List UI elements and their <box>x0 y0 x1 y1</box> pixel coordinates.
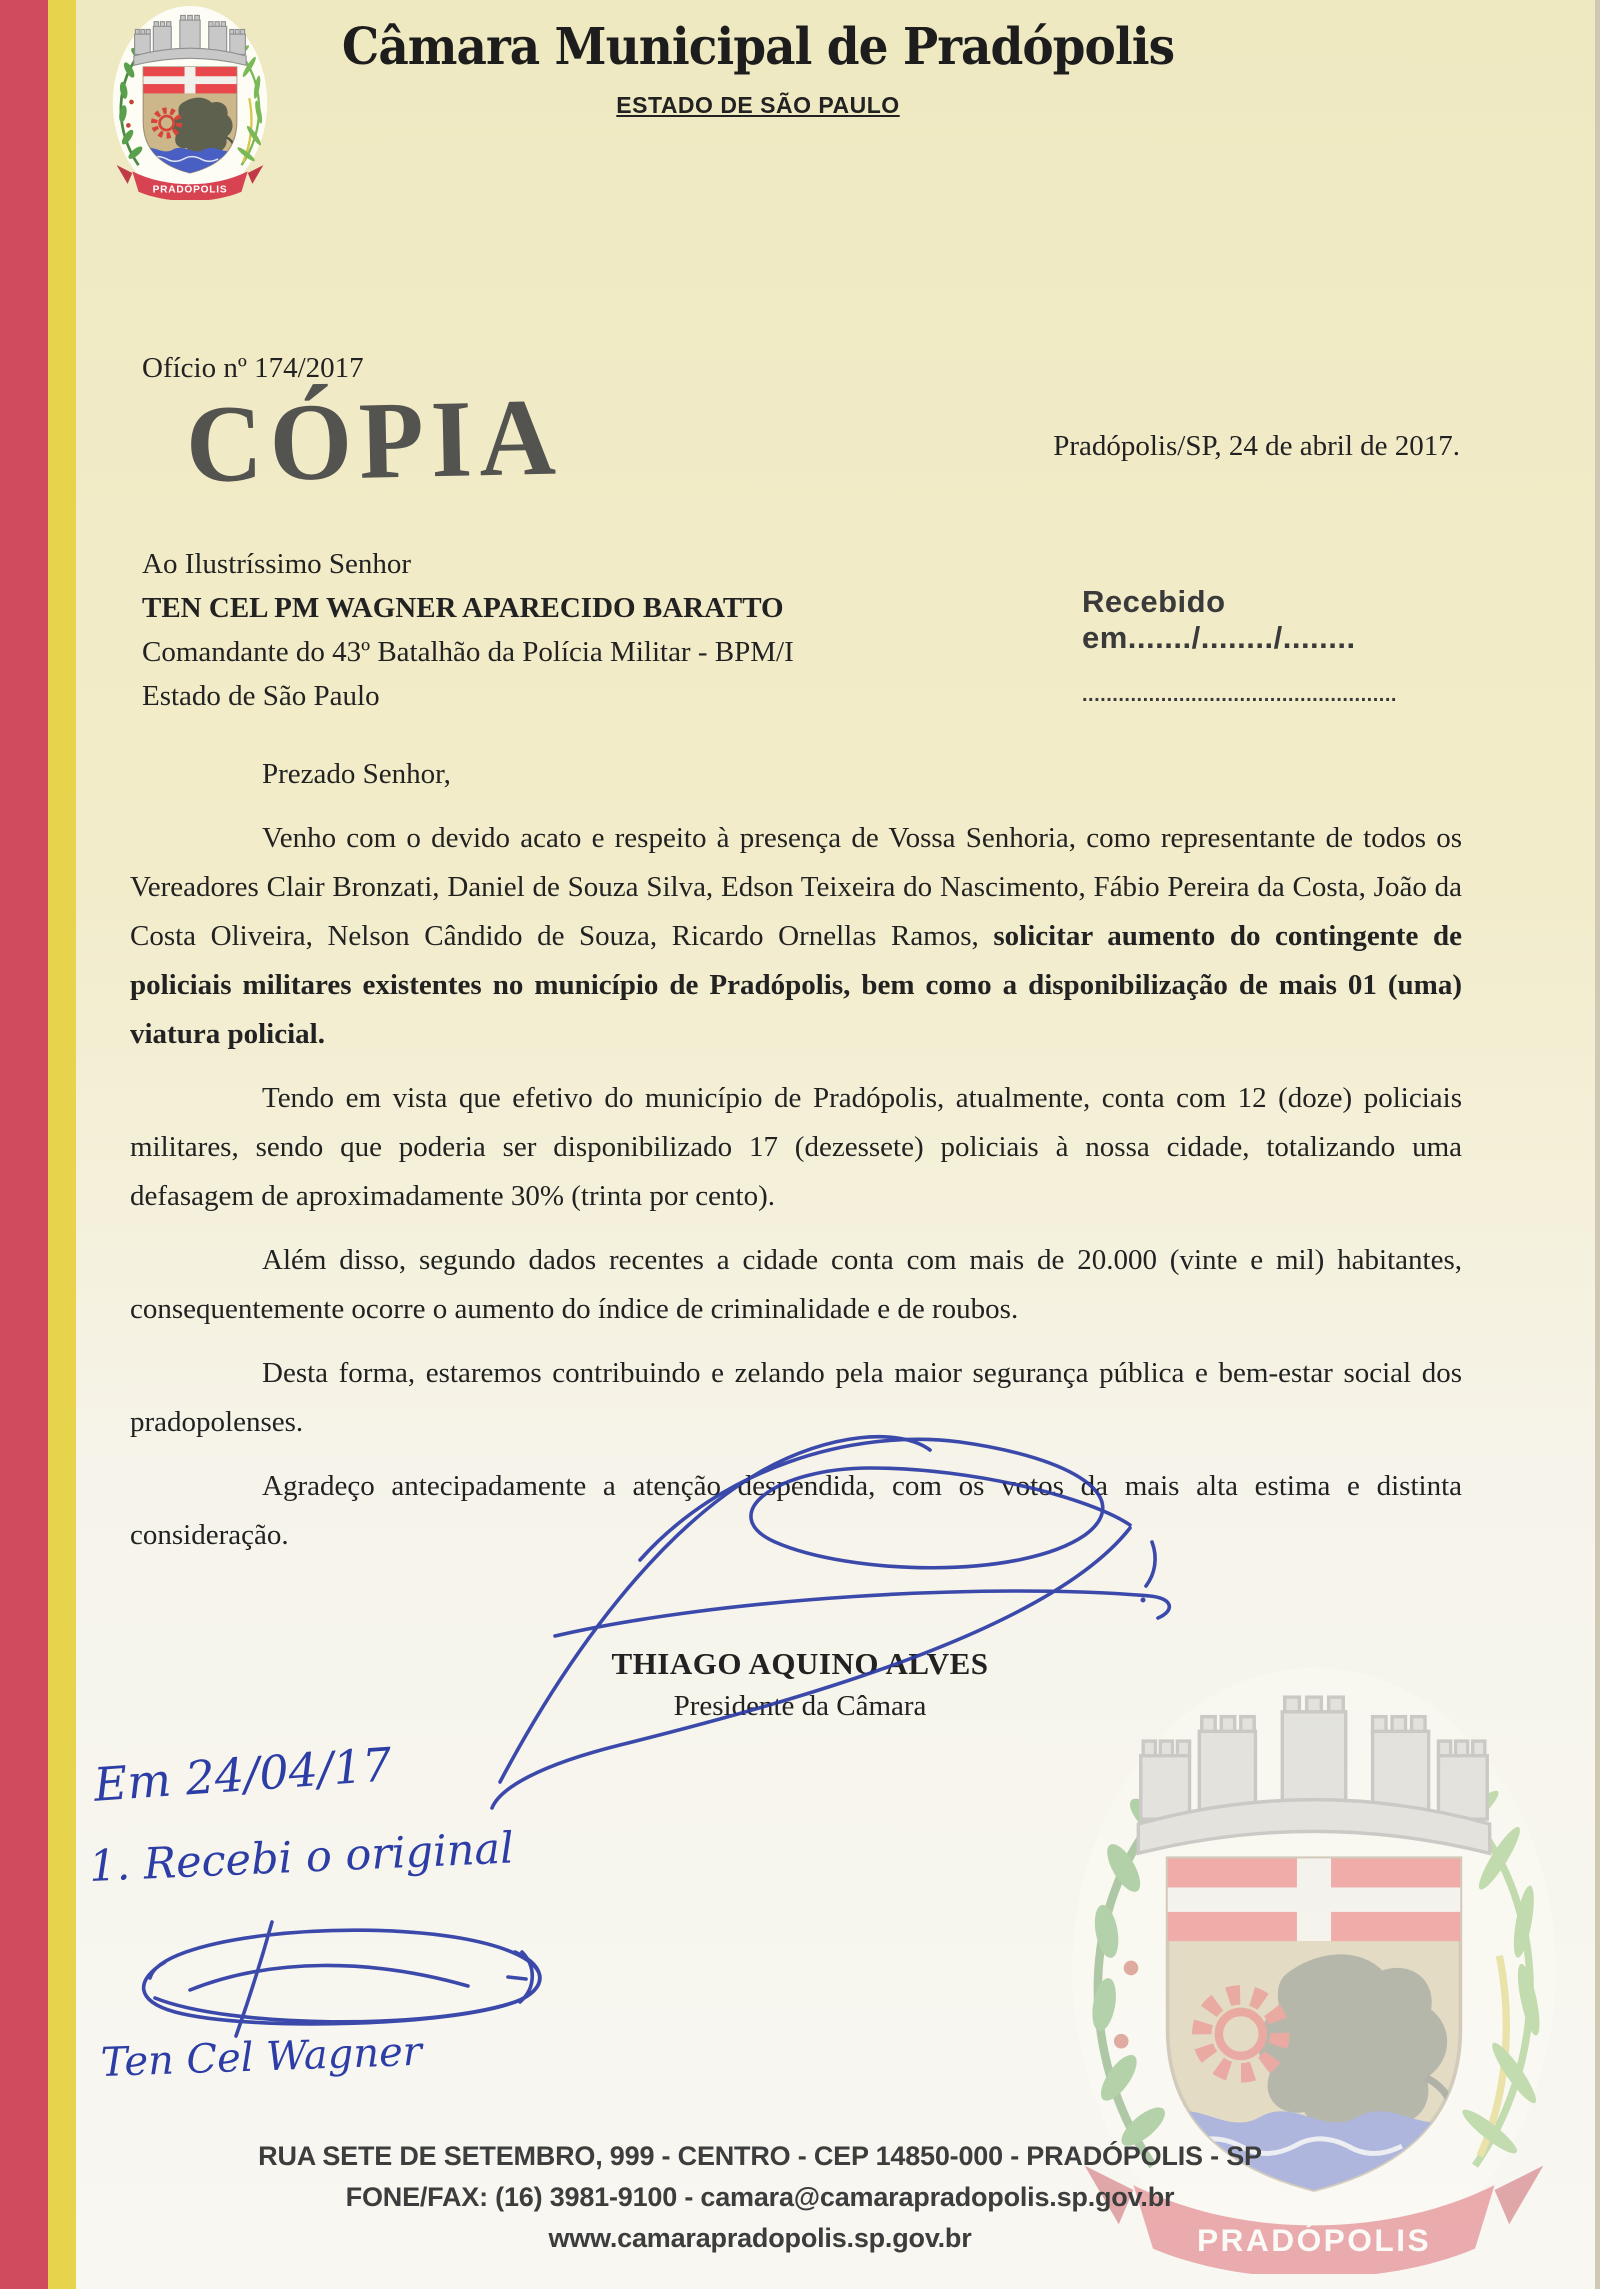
date-line: Pradópolis/SP, 24 de abril de 2017. <box>1053 430 1460 462</box>
signature-block <box>500 1646 1100 1723</box>
left-yellow-band <box>48 0 76 2289</box>
letter-body <box>130 750 1462 1575</box>
handwritten-received-note: 1. Recebi o original <box>88 1823 515 1892</box>
paragraph-1-bold-text: solicitar aumento do contingente de policiais militares existentes no município de Pradópolis, bem como a disponibilização de mais 01 (uma) viatura policial. <box>130 920 1462 1050</box>
footer-website-line: www.camarapradopolis.sp.gov.br <box>548 2223 972 2253</box>
paragraph-2 <box>130 1074 1462 1221</box>
paragraph-2-text: Tendo em vista que efetivo do município de Pradópolis, atualmente, conta com 12 (doze) policiais militares, sendo que poderia ser disponibilizado 17 (dezessete) policiais à nossa cidade, totalizando uma defasagem de aproximadamente 30% (trinta por cento). <box>130 1082 1462 1212</box>
greeting: Prezado Senhor, <box>262 758 451 790</box>
received-stamp-dotted-line: .................................................... <box>1082 684 1397 706</box>
recipient-state: Estado de São Paulo <box>142 680 380 712</box>
footer-street-line: RUA SETE DE SETEMBRO, 999 - CENTRO - CEP 14850-000 - PRADÓPOLIS - SP <box>258 2141 1262 2171</box>
recipient-name: TEN CEL PM WAGNER APARECIDO BARATTO <box>142 592 784 624</box>
pradopolis-coat-of-arms-icon <box>112 4 268 200</box>
received-stamp <box>1082 584 1502 707</box>
received-stamp-label: Recebido em......./......../........ <box>1082 584 1356 655</box>
handwritten-signer-name: Ten Cel Wagner <box>100 2028 423 2086</box>
svg-text:PRADÓPOLIS: PRADÓPOLIS <box>152 184 228 196</box>
paragraph-5 <box>130 1462 1462 1560</box>
organization-name: Câmara Municipal de Pradópolis <box>341 17 1175 78</box>
recipient-title: Comandante do 43º Batalhão da Polícia Militar - BPM/I <box>142 636 794 668</box>
paragraph-3-text: Além disso, segundo dados recentes a cidade conta com mais de 20.000 (vinte e mil) habitantes, consequentemente ocorre o aumento do índice de criminalidade e de roubos. <box>130 1244 1462 1325</box>
oficio-number: Ofício nº 174/2017 <box>142 352 364 384</box>
signer-role: Presidente da Câmara <box>673 1690 927 1722</box>
copy-stamp: CÓPIA <box>184 375 564 506</box>
handwritten-date-note: Em 24/04/17 <box>92 1737 394 1812</box>
paragraph-1 <box>130 814 1462 1059</box>
paragraph-5-text: Agradeço antecipadamente a atenção despendida, com os votos da mais alta estima e distinta consideração. <box>130 1470 1462 1551</box>
signer-name: THIAGO AQUINO ALVES <box>611 1646 989 1681</box>
scan-edge-shadow <box>1595 0 1600 2289</box>
footer-phone-line: FONE/FAX: (16) 3981-9100 - camara@camarapradopolis.sp.gov.br <box>345 2182 1175 2212</box>
svg-text:PRADÓPOLIS: PRADÓPOLIS <box>1196 2222 1432 2259</box>
recipient-block <box>142 542 794 718</box>
paragraph-3 <box>130 1236 1462 1334</box>
left-red-band <box>0 0 48 2289</box>
paragraph-4-text: Desta forma, estaremos contribuindo e zelando pela maior segurança pública e bem-estar social dos pradopolenses. <box>130 1357 1462 1438</box>
state-subtitle: ESTADO DE SÃO PAULO <box>616 92 900 118</box>
recipient-salutation: Ao Ilustríssimo Senhor <box>142 548 412 580</box>
paragraph-4 <box>130 1349 1462 1447</box>
footer-address-block <box>30 2136 1490 2259</box>
paragraph-1-text: Venho com o devido acato e respeito à presença de Vossa Senhoria, como representante de todos os Vereadores Clair Bronzati, Daniel de Souza Silva, Edson Teixeira do Nascimento, Fábio Pereira da Costa, João da Costa Oliveira, Nelson Cândido de Souza, Ricardo Ornellas Ramos, <box>130 822 1462 952</box>
